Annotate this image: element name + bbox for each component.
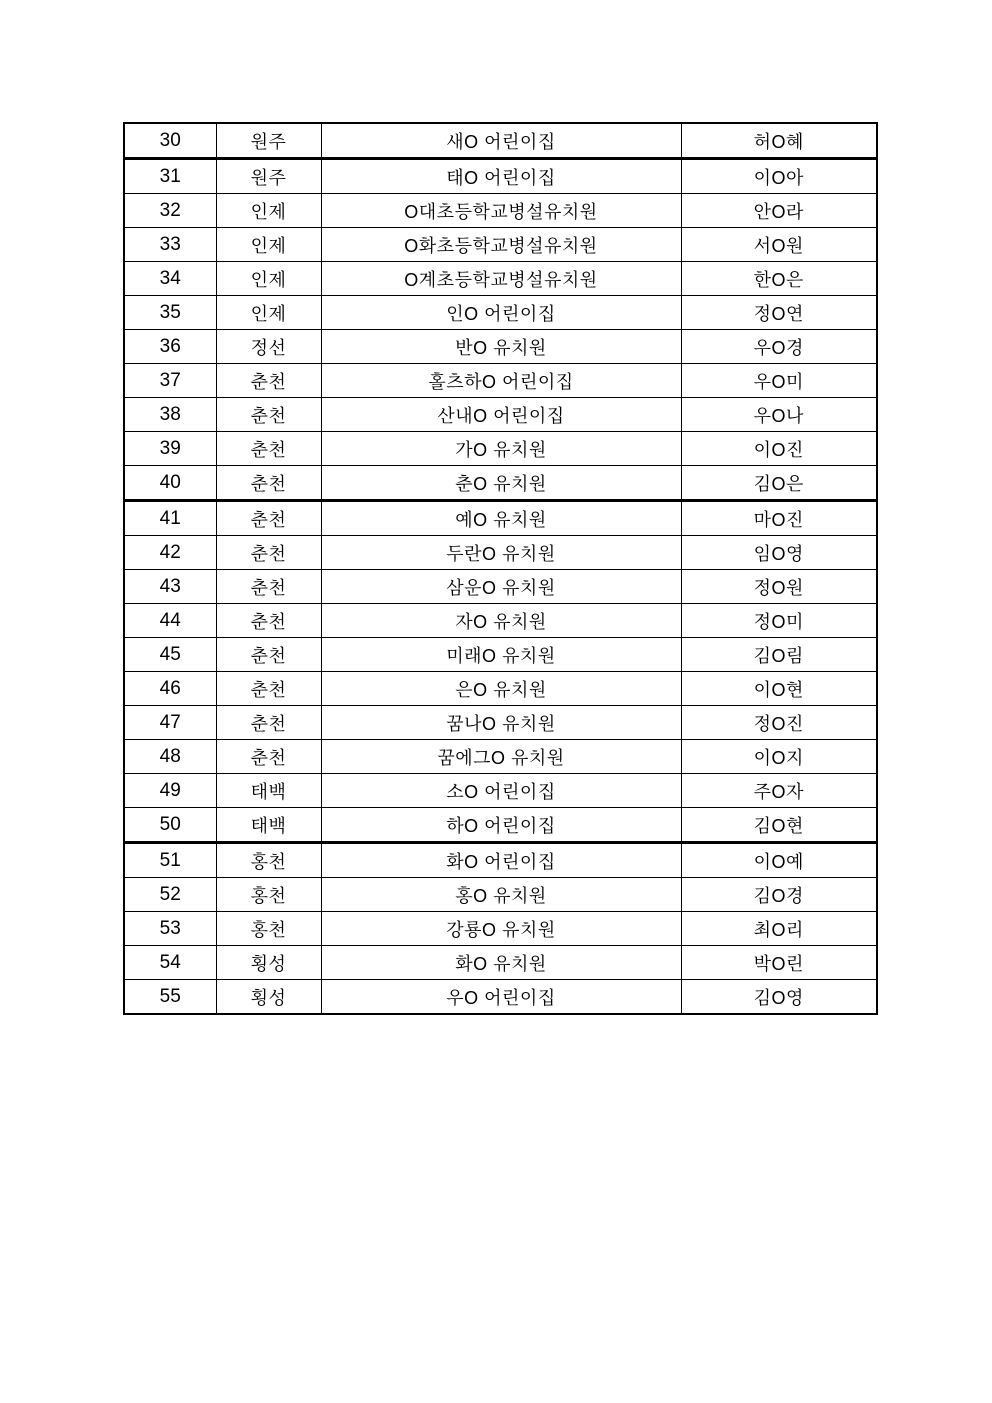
participants-table-body <box>124 123 877 1014</box>
region-cell: 춘천 <box>216 638 321 672</box>
region-cell: 춘천 <box>216 364 321 398</box>
row-number-cell: 50 <box>124 808 216 843</box>
table-row <box>124 398 877 432</box>
person-name-cell: 허O혜 <box>681 123 877 159</box>
table-row <box>124 843 877 878</box>
row-number-cell: 48 <box>124 740 216 774</box>
row-number-cell: 36 <box>124 330 216 364</box>
region-cell: 춘천 <box>216 570 321 604</box>
person-name-cell: 우O경 <box>681 330 877 364</box>
row-number-cell: 51 <box>124 843 216 878</box>
person-name-cell: 한O은 <box>681 262 877 296</box>
table-row <box>124 706 877 740</box>
institution-name-cell: O대초등학교병설유치원 <box>321 194 681 228</box>
institution-name-cell: 자O 유치원 <box>321 604 681 638</box>
institution-name-cell: 새O 어린이집 <box>321 123 681 159</box>
row-number-cell: 34 <box>124 262 216 296</box>
row-number-cell: 37 <box>124 364 216 398</box>
table-row <box>124 808 877 843</box>
table-row <box>124 946 877 980</box>
institution-name-cell: 예O 유치원 <box>321 501 681 536</box>
table-row <box>124 672 877 706</box>
row-number-cell: 53 <box>124 912 216 946</box>
person-name-cell: 이O진 <box>681 432 877 466</box>
institution-name-cell: 산내O 어린이집 <box>321 398 681 432</box>
institution-name-cell: 소O 어린이집 <box>321 774 681 808</box>
person-name-cell: 이O지 <box>681 740 877 774</box>
institution-name-cell: 강룡O 유치원 <box>321 912 681 946</box>
person-name-cell: 우O나 <box>681 398 877 432</box>
institution-name-cell: 태O 어린이집 <box>321 159 681 194</box>
table-row <box>124 912 877 946</box>
table-row <box>124 330 877 364</box>
table-row <box>124 878 877 912</box>
row-number-cell: 43 <box>124 570 216 604</box>
region-cell: 춘천 <box>216 466 321 501</box>
region-cell: 홍천 <box>216 843 321 878</box>
person-name-cell: 이O예 <box>681 843 877 878</box>
region-cell: 인제 <box>216 194 321 228</box>
person-name-cell: 정O진 <box>681 706 877 740</box>
person-name-cell: 김O은 <box>681 466 877 501</box>
region-cell: 홍천 <box>216 912 321 946</box>
row-number-cell: 30 <box>124 123 216 159</box>
institution-name-cell: 가O 유치원 <box>321 432 681 466</box>
region-cell: 인제 <box>216 296 321 330</box>
person-name-cell: 김O경 <box>681 878 877 912</box>
person-name-cell: 마O진 <box>681 501 877 536</box>
table-row <box>124 980 877 1015</box>
institution-name-cell: 삼운O 유치원 <box>321 570 681 604</box>
institution-name-cell: 하O 어린이집 <box>321 808 681 843</box>
institution-name-cell: 홍O 유치원 <box>321 878 681 912</box>
person-name-cell: 주O자 <box>681 774 877 808</box>
table-row <box>124 638 877 672</box>
region-cell: 횡성 <box>216 946 321 980</box>
region-cell: 춘천 <box>216 501 321 536</box>
institution-name-cell: 은O 유치원 <box>321 672 681 706</box>
table-row <box>124 501 877 536</box>
person-name-cell: 우O미 <box>681 364 877 398</box>
person-name-cell: 정O원 <box>681 570 877 604</box>
institution-name-cell: 홀츠하O 어린이집 <box>321 364 681 398</box>
region-cell: 춘천 <box>216 536 321 570</box>
person-name-cell: 정O미 <box>681 604 877 638</box>
person-name-cell: 김O림 <box>681 638 877 672</box>
institution-name-cell: 우O 어린이집 <box>321 980 681 1015</box>
region-cell: 인제 <box>216 228 321 262</box>
row-number-cell: 41 <box>124 501 216 536</box>
person-name-cell: 안O라 <box>681 194 877 228</box>
region-cell: 춘천 <box>216 604 321 638</box>
region-cell: 홍천 <box>216 878 321 912</box>
institution-name-cell: 꿈에그O 유치원 <box>321 740 681 774</box>
row-number-cell: 38 <box>124 398 216 432</box>
row-number-cell: 49 <box>124 774 216 808</box>
region-cell: 태백 <box>216 774 321 808</box>
person-name-cell: 서O원 <box>681 228 877 262</box>
row-number-cell: 35 <box>124 296 216 330</box>
region-cell: 원주 <box>216 159 321 194</box>
table-row <box>124 123 877 159</box>
person-name-cell: 이O아 <box>681 159 877 194</box>
row-number-cell: 46 <box>124 672 216 706</box>
table-row <box>124 194 877 228</box>
person-name-cell: 최O리 <box>681 912 877 946</box>
institution-name-cell: 두란O 유치원 <box>321 536 681 570</box>
row-number-cell: 40 <box>124 466 216 501</box>
institution-name-cell: 화O 어린이집 <box>321 843 681 878</box>
person-name-cell: 김O현 <box>681 808 877 843</box>
row-number-cell: 47 <box>124 706 216 740</box>
table-row <box>124 740 877 774</box>
table-row <box>124 432 877 466</box>
region-cell: 횡성 <box>216 980 321 1015</box>
region-cell: 춘천 <box>216 740 321 774</box>
region-cell: 춘천 <box>216 706 321 740</box>
table-row <box>124 262 877 296</box>
person-name-cell: 김O영 <box>681 980 877 1015</box>
region-cell: 원주 <box>216 123 321 159</box>
person-name-cell: 박O린 <box>681 946 877 980</box>
table-row <box>124 536 877 570</box>
institution-name-cell: O화초등학교병설유치원 <box>321 228 681 262</box>
person-name-cell: 이O현 <box>681 672 877 706</box>
row-number-cell: 54 <box>124 946 216 980</box>
row-number-cell: 31 <box>124 159 216 194</box>
institution-name-cell: O계초등학교병설유치원 <box>321 262 681 296</box>
institution-name-cell: 반O 유치원 <box>321 330 681 364</box>
region-cell: 춘천 <box>216 398 321 432</box>
row-number-cell: 45 <box>124 638 216 672</box>
institution-name-cell: 미래O 유치원 <box>321 638 681 672</box>
table-row <box>124 159 877 194</box>
institution-name-cell: 꿈나O 유치원 <box>321 706 681 740</box>
row-number-cell: 32 <box>124 194 216 228</box>
table-row <box>124 228 877 262</box>
row-number-cell: 55 <box>124 980 216 1015</box>
table-row <box>124 604 877 638</box>
table-row <box>124 466 877 501</box>
row-number-cell: 42 <box>124 536 216 570</box>
region-cell: 태백 <box>216 808 321 843</box>
row-number-cell: 44 <box>124 604 216 638</box>
region-cell: 정선 <box>216 330 321 364</box>
table-row <box>124 570 877 604</box>
table-row <box>124 296 877 330</box>
institution-name-cell: 화O 유치원 <box>321 946 681 980</box>
region-cell: 춘천 <box>216 672 321 706</box>
institution-name-cell: 인O 어린이집 <box>321 296 681 330</box>
table-row <box>124 364 877 398</box>
participants-table <box>123 122 878 1015</box>
row-number-cell: 33 <box>124 228 216 262</box>
person-name-cell: 정O연 <box>681 296 877 330</box>
person-name-cell: 임O영 <box>681 536 877 570</box>
institution-name-cell: 춘O 유치원 <box>321 466 681 501</box>
table-row <box>124 774 877 808</box>
row-number-cell: 39 <box>124 432 216 466</box>
row-number-cell: 52 <box>124 878 216 912</box>
region-cell: 인제 <box>216 262 321 296</box>
region-cell: 춘천 <box>216 432 321 466</box>
